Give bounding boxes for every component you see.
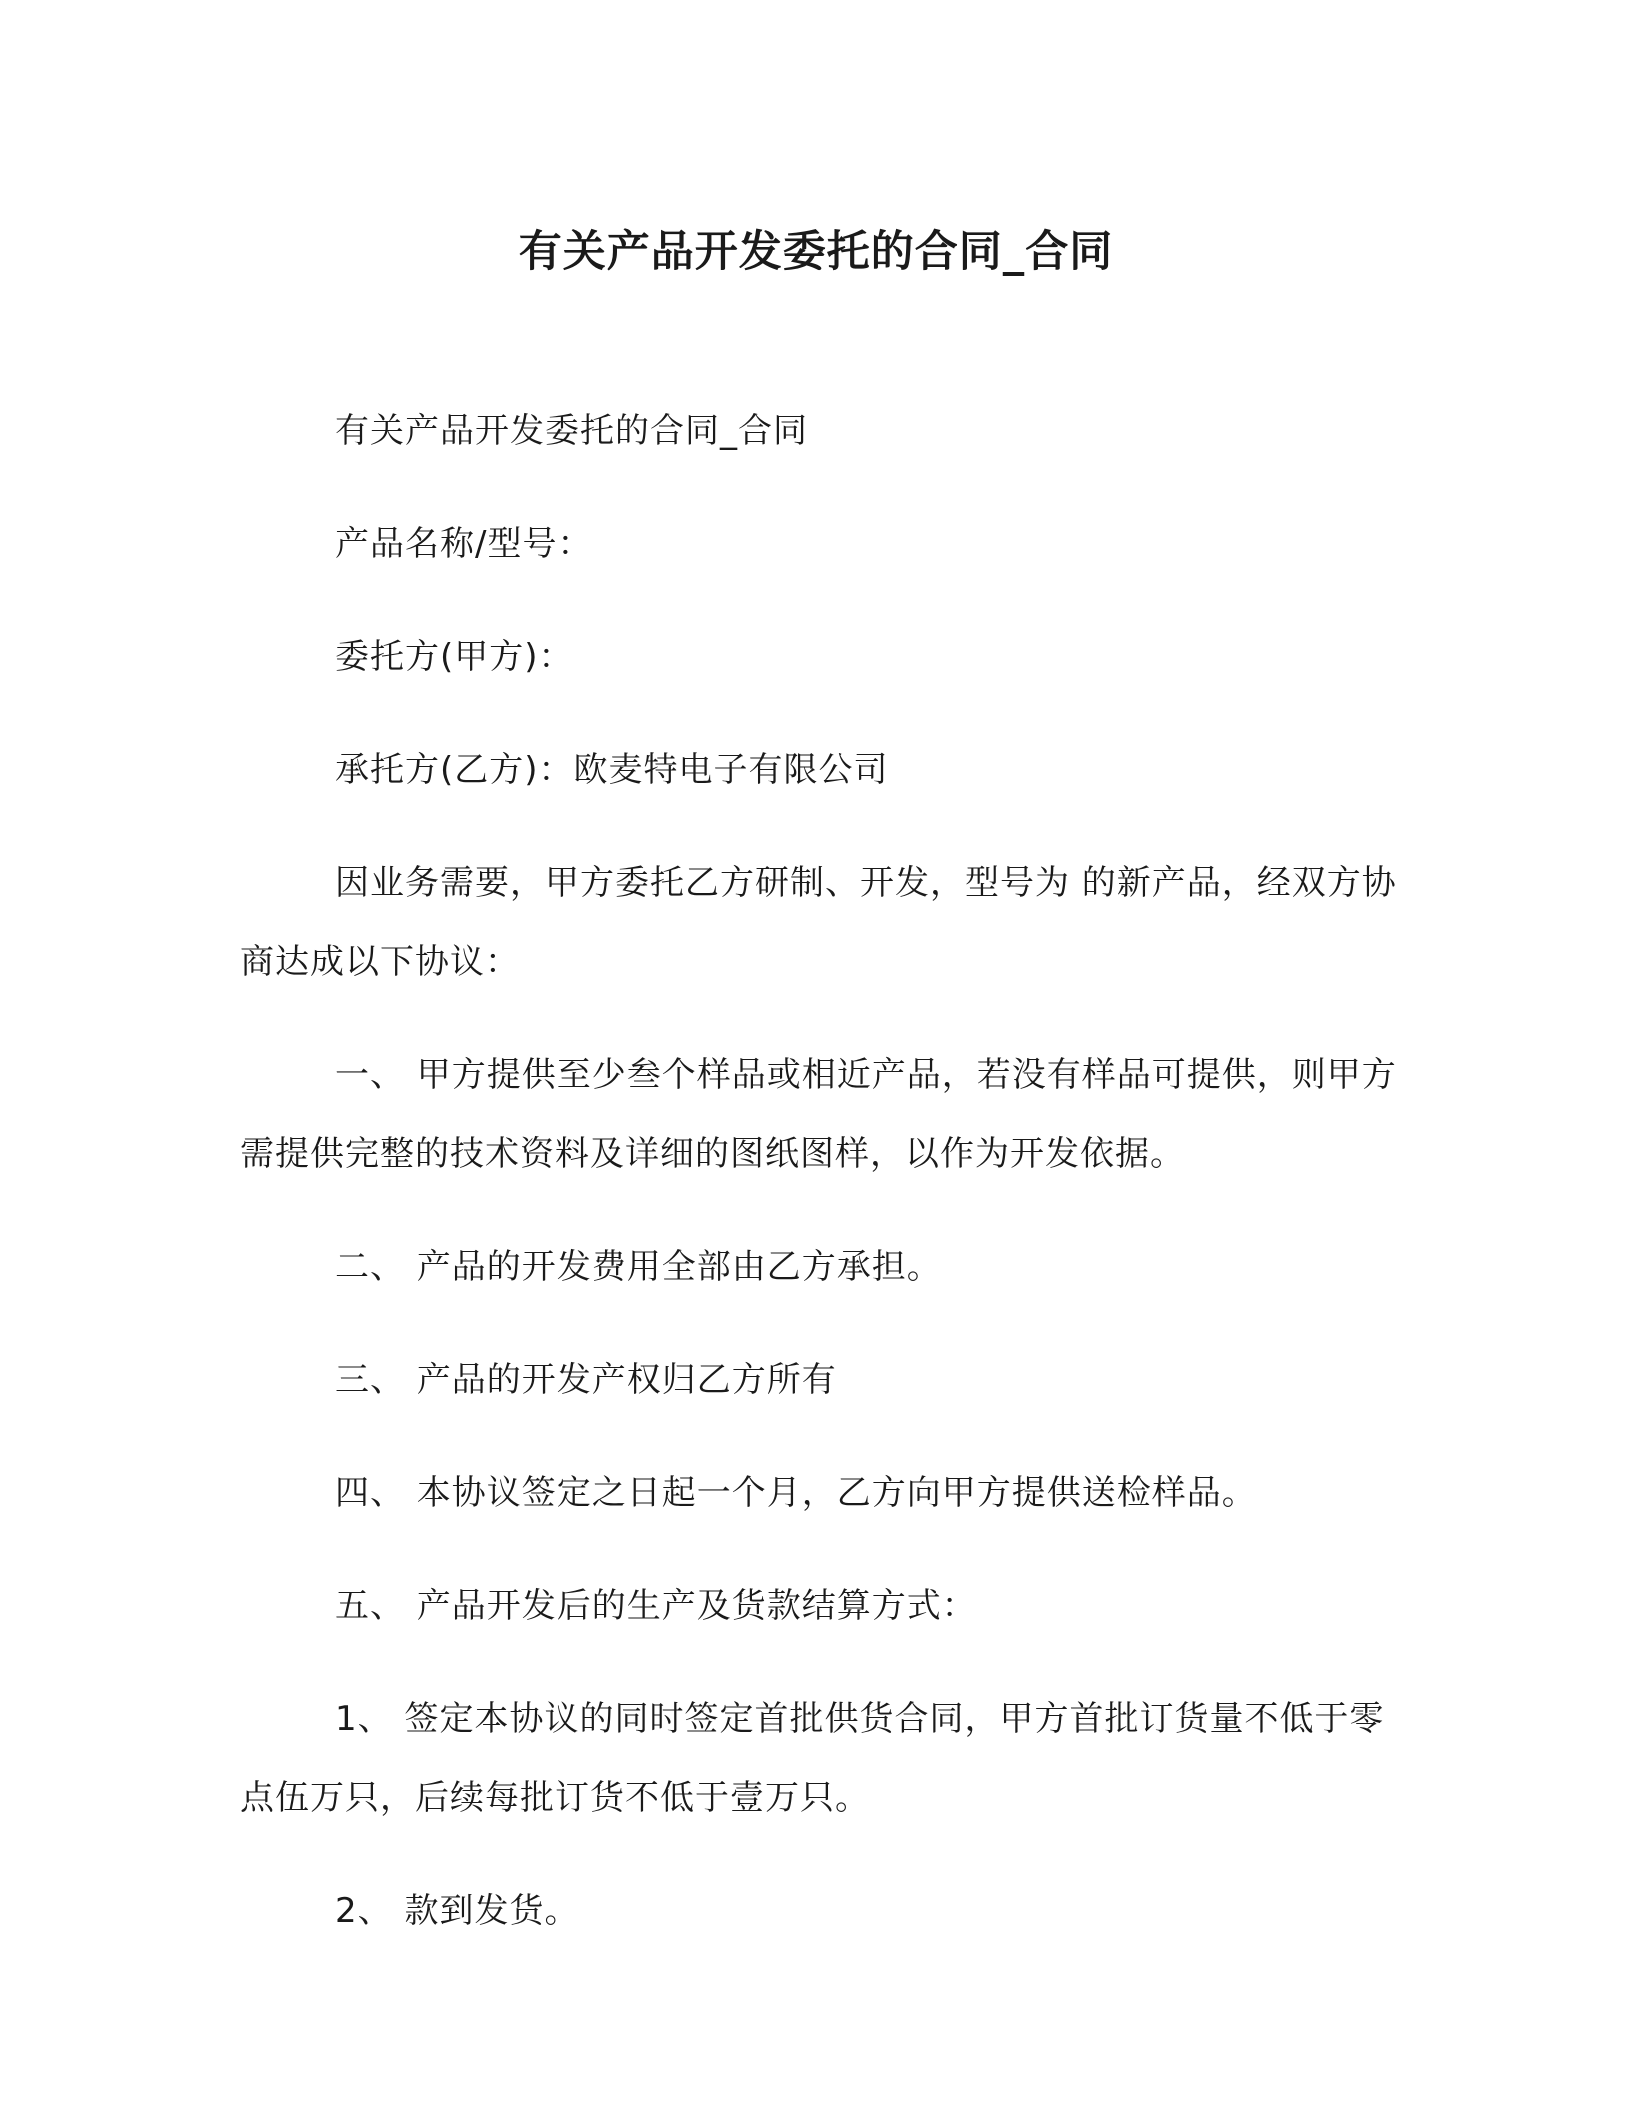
paragraph-party-b: 承托方(乙方)：欧麦特电子有限公司 bbox=[335, 750, 889, 790]
paragraph-heading: 有关产品开发委托的合同_合同 bbox=[335, 411, 808, 451]
paragraph-clause-5: 五、 产品开发后的生产及货款结算方式： bbox=[335, 1586, 977, 1626]
document-body bbox=[240, 392, 1400, 1985]
paragraph-preamble: 因业务需要，甲方委托乙方研制、开发，型号为 的新产品，经双方协商达成以下协议： bbox=[240, 863, 1397, 982]
document-title: 有关产品开发委托的合同_合同 bbox=[518, 227, 1114, 277]
paragraph-party-a: 委托方(甲方)： bbox=[335, 637, 574, 677]
paragraph-subclause-2: 2、 款到发货。 bbox=[335, 1891, 580, 1931]
paragraph-clause-1: 一、 甲方提供至少叁个样品或相近产品，若没有样品可提供，则甲方需提供完整的技术资料及详细的图纸图样，以作为开发依据。 bbox=[240, 1055, 1397, 1174]
paragraph-subclause-1: 1、 签定本协议的同时签定首批供货合同，甲方首批订货量不低于零点伍万只，后续每批订货不低于壹万只。 bbox=[240, 1699, 1385, 1818]
paragraph-clause-4: 四、 本协议签定之日起一个月，乙方向甲方提供送检样品。 bbox=[335, 1473, 1257, 1513]
paragraph-product-model: 产品名称/型号： bbox=[335, 524, 593, 564]
paragraph-clause-3: 三、 产品的开发产权归乙方所有 bbox=[335, 1360, 837, 1400]
paragraph-clause-2: 二、 产品的开发费用全部由乙方承担。 bbox=[335, 1247, 942, 1287]
